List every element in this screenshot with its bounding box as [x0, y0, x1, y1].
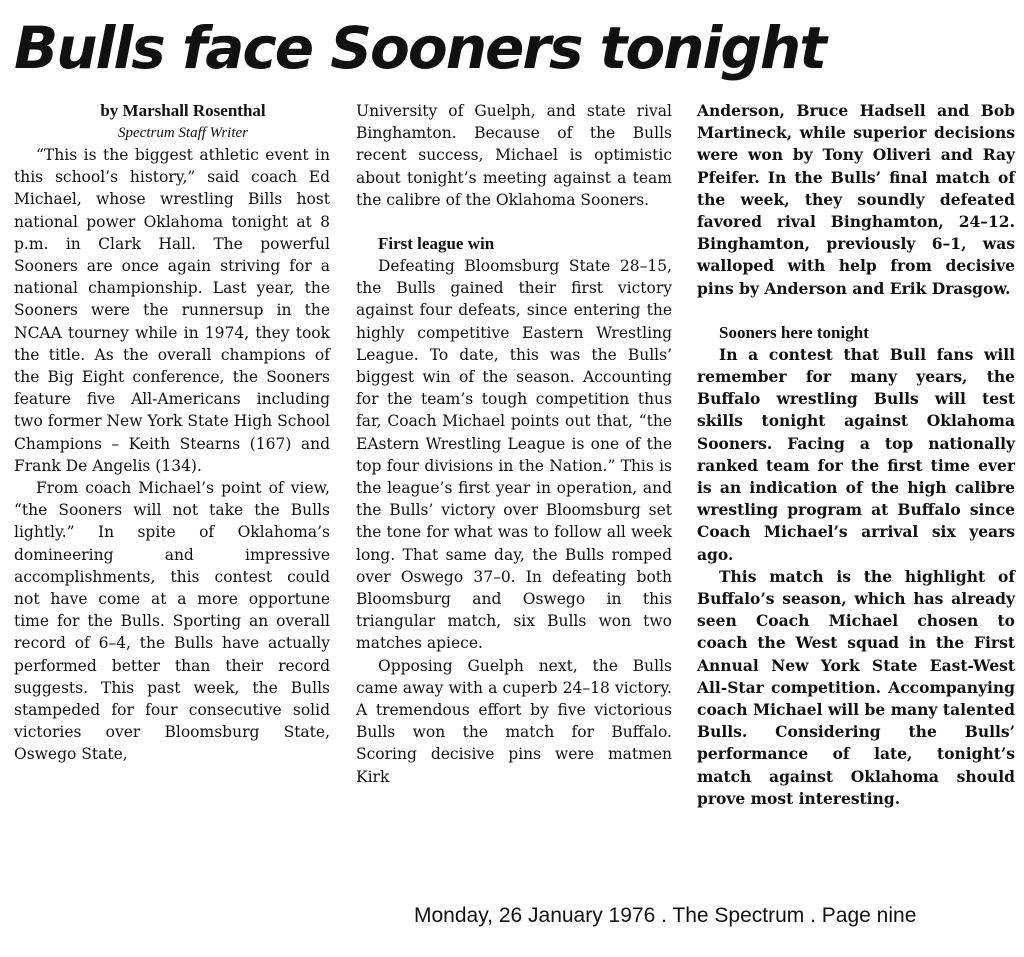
byline-author: by Marshall Rosenthal — [100, 101, 266, 120]
paragraph: In a contest that Bull fans will remember for many years, the Buffalo wrestling Bulls will test skills tonight against Oklahoma Sooners. Facing a top nationally ranked team for the first time ever is an indication of the high calibre wrestling program at Buffalo since Coach Michael’s arrival six years ago. — [697, 344, 1015, 564]
byline-title: Spectrum Staff Writer — [118, 125, 248, 141]
paragraph: Opposing Guelph next, the Bulls came away with a cuperb 24–18 victory. A tremendous effort by five victorious Bulls won the match for Buffalo. Scoring decisive pins were matmen Kirk — [356, 656, 672, 786]
paragraph: “This is the biggest athletic event in this school’s history,” said coach Ed Michael, whose wrestling Bills host national power Oklahoma tonight at 8 p.m. in Clark Hall. The powerful Sooners are once again striving for a national championship. Last year, the Sooners were the runnersup in the NCAA tourney while in 1974, they took the title. As the overall champions of the Big Eight conference, the Sooners feature five All-Americans including two former New York State High School Champions – Keith Stearns (167) and Frank De Angelis (134). — [14, 146, 330, 475]
article-column-2 — [356, 100, 672, 788]
paragraph-continuation: Anderson, Bruce Hadsell and Bob Martineck, while superior decisions were won by Tony Oliveri and Ray Pfeifer. In the Bulls’ final match of the week, they soundly defeated favored rival Binghamton, 24–12. Binghamton, previously 6–1, was walloped with help from decisive pins by Anderson and Erik Drasgow. — [697, 101, 1015, 298]
paragraph-continuation: University of Guelph, and state rival Binghamton. Because of the Bulls recent success, Michael is optimistic about tonight’s meeting against a team the calibre of the Oklahoma Sooners. — [356, 102, 672, 209]
paragraph: Defeating Bloomsburg State 28–15, the Bulls gained their first victory against four defeats, since entering the highly competitive Eastern Wrestling League. To date, this was the Bulls’ biggest win of the season. Accounting for the team’s tough competition thus far, Coach Michael points out that, “the EAstern Wrestling League is one of the top four divisions in the Nation.” This is the league’s first year in operation, and the Bulls’ victory over Bloomsburg set the tone for what was to follow all week long. That same day, the Bulls romped over Oswego 37–0. In defeating both Bloomsburg and Oswego in this triangular match, six Bulls won two matches apiece. — [356, 257, 672, 653]
paragraph: From coach Michael’s point of view, “the Sooners will not take the Bulls lightly.” In spite of Oklahoma’s domineering and impressive accomplishments, this contest could not have come at a more opportune time for the Bulls. Sporting an overall record of 6–4, the Bulls have actually performed better than their record suggests. This past week, the Bulls stampeded for four consecutive solid victories over Bloomsburg State, Oswego State, — [14, 479, 330, 764]
article-column-3 — [697, 100, 1015, 810]
subhead-sooners-here-tonight: Sooners here tonight — [719, 322, 869, 342]
page-footer: Monday, 26 January 1976 . The Spectrum . Page nine — [414, 904, 917, 927]
headline: Bulls face Sooners tonight — [14, 14, 825, 82]
article-column-1 — [14, 100, 330, 766]
paragraph: This match is the highlight of Buffalo’s season, which has already seen Coach Michael chosen to coach the West squad in the First Annual New York State East-West All-Star competition. Accompanying coach Michael will be many talented Bulls. Considering the Bulls’ performance of late, tonight’s match against Oklahoma should prove most interesting. — [697, 566, 1015, 808]
subhead-first-league-win: First league win — [378, 234, 495, 254]
